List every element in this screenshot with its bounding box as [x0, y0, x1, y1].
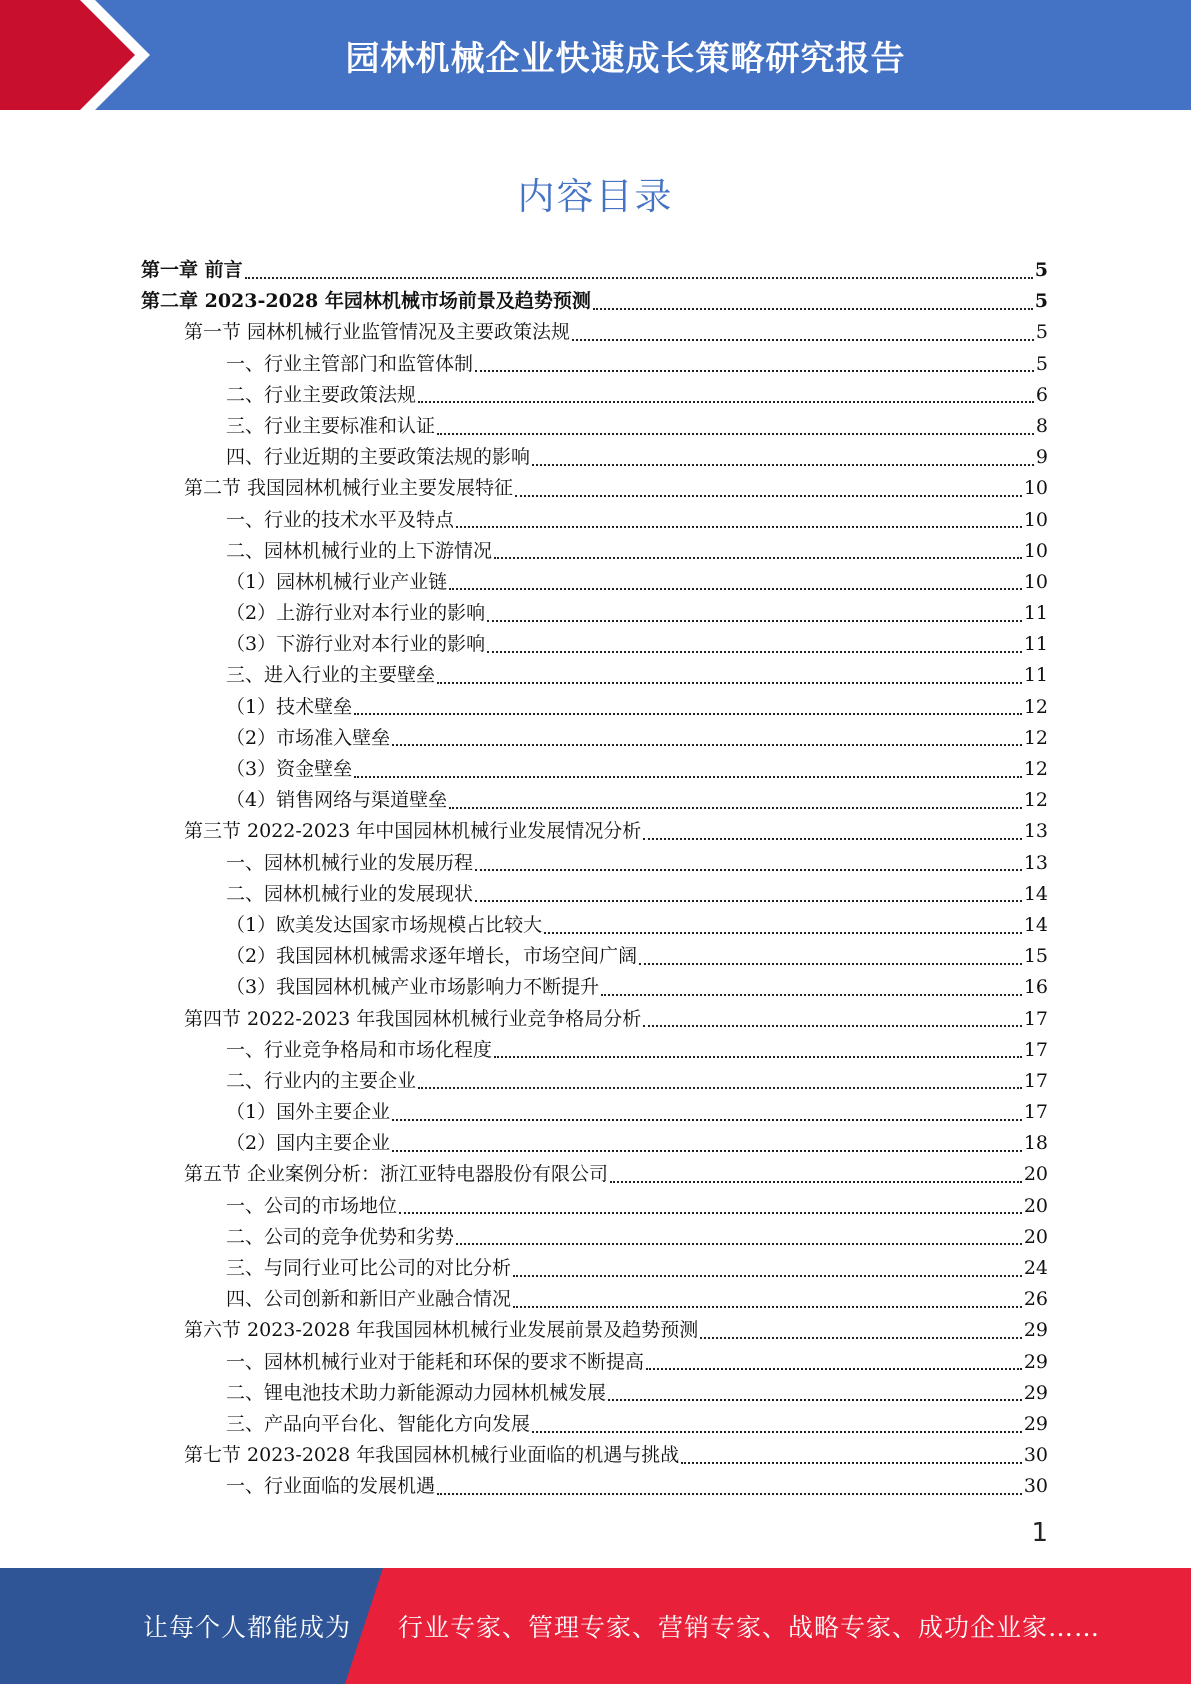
- toc-entry[interactable]: [141, 1191, 1048, 1222]
- toc-entry-label: 第三节 2022-2023 年中国园林机械行业发展情况分析: [184, 820, 642, 843]
- toc-entry[interactable]: [141, 349, 1048, 380]
- toc-entry-label: 第一节 园林机械行业监管情况及主要政策法规: [184, 321, 571, 344]
- toc-dot-leader: [494, 1056, 1022, 1058]
- toc-dot-leader: [532, 464, 1034, 466]
- toc-dot-leader: [487, 651, 1022, 653]
- toc-entry-page: 12: [1023, 758, 1048, 780]
- toc-entry[interactable]: [141, 660, 1048, 691]
- toc-entry-label: 一、行业的技术水平及特点: [226, 508, 455, 531]
- toc-entry[interactable]: [141, 1253, 1048, 1284]
- toc-entry[interactable]: [141, 1159, 1048, 1190]
- toc-entry[interactable]: [141, 1471, 1048, 1502]
- toc-entry-label: 一、公司的市场地位: [226, 1194, 398, 1217]
- toc-entry-page: 18: [1023, 1132, 1048, 1155]
- toc-dot-leader: [437, 433, 1034, 435]
- toc-entry-page: 5: [1034, 290, 1048, 313]
- toc-dot-leader: [572, 339, 1034, 341]
- toc-entry[interactable]: [141, 848, 1048, 879]
- toc-entry-label: 一、园林机械行业的发展历程: [226, 851, 474, 874]
- toc-entry[interactable]: [141, 255, 1048, 286]
- toc-entry-label: （1）园林机械行业产业链: [226, 570, 448, 593]
- toc-entry-label: 三、行业主要标准和认证: [226, 414, 436, 437]
- toc-entry[interactable]: [141, 1035, 1048, 1066]
- toc-dot-leader: [681, 1462, 1022, 1464]
- toc-entry-page: 29: [1023, 1350, 1048, 1373]
- toc-dot-leader: [610, 1181, 1022, 1183]
- toc-entry[interactable]: [141, 785, 1048, 816]
- toc-entry[interactable]: [141, 598, 1048, 629]
- footer-band: [0, 1568, 1191, 1684]
- toc-entry-page: 6: [1035, 383, 1048, 406]
- toc-entry[interactable]: [141, 879, 1048, 910]
- toc-entry[interactable]: [141, 1004, 1048, 1035]
- toc-dot-leader: [354, 713, 1022, 715]
- toc-entry-label: （2）我国园林机械需求逐年增长，市场空间广阔: [226, 945, 638, 968]
- toc-entry-label: 二、园林机械行业的上下游情况: [226, 539, 493, 562]
- toc-dot-leader: [456, 526, 1022, 528]
- toc-dot-leader: [392, 744, 1022, 746]
- toc-entry-label: 二、公司的竞争优势和劣势: [226, 1225, 455, 1248]
- toc-dot-leader: [515, 495, 1022, 497]
- toc-entry[interactable]: [141, 692, 1048, 723]
- toc-entry-page: 20: [1023, 1163, 1048, 1186]
- toc-entry-label: （2）上游行业对本行业的影响: [226, 602, 486, 625]
- toc-entry-label: 第二章 2023-2028 年园林机械市场前景及趋势预测: [141, 290, 591, 313]
- toc-dot-leader: [456, 1243, 1022, 1245]
- report-title: 园林机械企业快速成长策略研究报告: [345, 38, 906, 79]
- toc-entry-page: 10: [1023, 539, 1048, 562]
- toc-dot-leader: [437, 682, 1022, 684]
- toc-entry-page: 11: [1023, 664, 1048, 687]
- toc-dot-leader: [392, 1119, 1022, 1121]
- toc-entry[interactable]: [141, 380, 1048, 411]
- toc-dot-leader: [475, 869, 1022, 871]
- toc-dot-leader: [700, 1337, 1022, 1339]
- toc-entry-page: 12: [1023, 695, 1048, 718]
- toc-entry-label: 四、行业近期的主要政策法规的影响: [226, 446, 531, 469]
- toc-entry[interactable]: [141, 1440, 1048, 1471]
- toc-entry-page: 14: [1023, 882, 1048, 905]
- toc-entry-label: （1）国外主要企业: [226, 1101, 391, 1124]
- toc-entry[interactable]: [141, 536, 1048, 567]
- toc-dot-leader: [245, 277, 1033, 279]
- toc-entry-label: （1）欧美发达国家市场规模占比较大: [226, 913, 543, 936]
- toc-dot-leader: [437, 1493, 1022, 1495]
- toc-entry[interactable]: [141, 1315, 1048, 1346]
- toc-entry-page: 10: [1023, 508, 1048, 531]
- toc-dot-leader: [532, 1431, 1022, 1433]
- toc-dot-leader: [449, 807, 1022, 809]
- toc-dot-leader: [418, 401, 1034, 403]
- toc-dot-leader: [513, 1306, 1022, 1308]
- toc-dot-leader: [643, 838, 1022, 840]
- toc-entry-label: 第二节 我国园林机械行业主要发展特征: [184, 477, 514, 500]
- toc-entry-label: 一、行业竞争格局和市场化程度: [226, 1038, 493, 1061]
- toc-entry-label: 二、行业内的主要企业: [226, 1069, 417, 1092]
- toc-entry[interactable]: [141, 411, 1048, 442]
- footer-slogan-right: 行业专家、管理专家、营销专家、战略专家、成功企业家……: [398, 1613, 1101, 1642]
- toc-entry[interactable]: [141, 754, 1048, 785]
- toc-entry-label: （2）国内主要企业: [226, 1132, 391, 1155]
- toc-entry-page: 30: [1023, 1475, 1048, 1498]
- toc-entry-page: 17: [1023, 1038, 1048, 1061]
- toc-entry-page: 12: [1023, 726, 1048, 749]
- toc-entry-page: 11: [1023, 633, 1048, 656]
- toc-dot-leader: [593, 308, 1033, 310]
- toc-dot-leader: [643, 1025, 1022, 1027]
- toc-entry[interactable]: [141, 1378, 1048, 1409]
- toc-entry-page: 15: [1023, 945, 1048, 968]
- toc-entry-page: 29: [1023, 1319, 1048, 1342]
- toc-entry[interactable]: [141, 723, 1048, 754]
- toc-entry-page: 8: [1035, 414, 1048, 437]
- toc-dot-leader: [494, 557, 1022, 559]
- toc-entry[interactable]: [141, 1347, 1048, 1378]
- toc-entry-page: 30: [1023, 1444, 1048, 1467]
- toc-entry-page: 5: [1035, 352, 1048, 375]
- toc-dot-leader: [399, 1212, 1022, 1214]
- toc-entry-page: 29: [1023, 1412, 1048, 1435]
- toc-entry[interactable]: [141, 317, 1048, 348]
- toc-entry[interactable]: [141, 1066, 1048, 1097]
- toc-dot-leader: [418, 1087, 1022, 1089]
- toc-entry-page: 29: [1023, 1381, 1048, 1404]
- toc-entry[interactable]: [141, 473, 1048, 504]
- header-band: [0, 0, 1191, 110]
- toc-entry-label: 三、进入行业的主要壁垒: [226, 664, 436, 687]
- toc-entry-label: 一、行业面临的发展机遇: [226, 1475, 436, 1498]
- toc-entry-label: （1）技术壁垒: [226, 695, 353, 718]
- toc-entry-label: 三、产品向平台化、智能化方向发展: [226, 1412, 531, 1435]
- toc-entry-page: 5: [1035, 321, 1048, 344]
- toc-entry[interactable]: [141, 442, 1048, 473]
- toc-entry-label: 四、公司创新和新旧产业融合情况: [226, 1288, 512, 1311]
- toc-entry-label: 一、行业主管部门和监管体制: [226, 352, 474, 375]
- page-number: 1: [1031, 1518, 1048, 1548]
- toc-entry-label: （3）资金壁垒: [226, 758, 353, 780]
- toc-entry-label: （2）市场准入壁垒: [226, 726, 391, 749]
- toc-entry-label: 一、园林机械行业对于能耗和环保的要求不断提高: [226, 1350, 645, 1373]
- toc-entry-label: 第四节 2022-2023 年我国园林机械行业竞争格局分析: [184, 1007, 642, 1030]
- toc-entry-label: （3）下游行业对本行业的影响: [226, 633, 486, 656]
- toc-entry-label: 二、锂电池技术助力新能源动力园林机械发展: [226, 1381, 607, 1404]
- toc-entry-label: 第一章 前言: [141, 259, 243, 281]
- toc-entry[interactable]: [141, 629, 1048, 660]
- toc-entry-page: 12: [1023, 789, 1048, 812]
- toc-entry-label: （3）我国园林机械产业市场影响力不断提升: [226, 976, 600, 999]
- toc-entry-page: 13: [1023, 851, 1048, 874]
- toc-entry-page: 13: [1023, 820, 1048, 843]
- toc-entry[interactable]: [141, 1284, 1048, 1315]
- toc-entry-label: （4）销售网络与渠道壁垒: [226, 789, 448, 812]
- toc-entry-label: 第六节 2023-2028 年我国园林机械行业发展前景及趋势预测: [184, 1319, 699, 1342]
- toc-entry-page: 20: [1023, 1225, 1048, 1248]
- toc-entry[interactable]: [141, 1097, 1048, 1128]
- toc-entry-page: 24: [1023, 1257, 1048, 1279]
- toc-heading: 内容目录: [517, 175, 674, 218]
- toc-dot-leader: [392, 1150, 1022, 1152]
- toc-entry-page: 11: [1023, 602, 1048, 625]
- toc-dot-leader: [354, 776, 1022, 778]
- toc-dot-leader: [646, 1368, 1022, 1370]
- toc-entry-label: 二、园林机械行业的发展现状: [226, 882, 474, 905]
- toc-dot-leader: [513, 1275, 1022, 1277]
- toc-entry-page: 17: [1023, 1101, 1048, 1124]
- toc-dot-leader: [639, 963, 1022, 965]
- toc-dot-leader: [475, 370, 1034, 372]
- toc-entry-page: 17: [1023, 1007, 1048, 1030]
- toc-entry-page: 17: [1023, 1069, 1048, 1092]
- footer-slogan-left: 让每个人都能成为: [143, 1613, 352, 1642]
- toc-entry-page: 9: [1035, 446, 1048, 469]
- toc-entry[interactable]: [141, 286, 1048, 317]
- toc-dot-leader: [487, 620, 1022, 622]
- toc-entry-label: 第五节 企业案例分析：浙江亚特电器股份有限公司: [184, 1163, 609, 1186]
- table-of-contents: [141, 255, 1048, 1503]
- toc-entry-page: 20: [1023, 1194, 1048, 1217]
- toc-entry-label: 二、行业主要政策法规: [226, 383, 417, 406]
- toc-dot-leader: [608, 1399, 1022, 1401]
- toc-entry-page: 26: [1023, 1288, 1048, 1311]
- toc-entry[interactable]: [141, 1222, 1048, 1253]
- toc-entry-page: 10: [1023, 477, 1048, 500]
- toc-dot-leader: [475, 900, 1022, 902]
- toc-entry-page: 5: [1034, 259, 1048, 281]
- toc-dot-leader: [544, 932, 1022, 934]
- toc-entry[interactable]: [141, 816, 1048, 847]
- toc-entry-page: 10: [1023, 570, 1048, 593]
- toc-entry-page: 16: [1023, 976, 1048, 999]
- toc-entry[interactable]: [141, 567, 1048, 598]
- toc-entry[interactable]: [141, 505, 1048, 536]
- toc-entry[interactable]: [141, 910, 1048, 941]
- toc-entry-label: 三、与同行业可比公司的对比分析: [226, 1257, 512, 1279]
- toc-entry[interactable]: [141, 972, 1048, 1003]
- toc-entry[interactable]: [141, 1128, 1048, 1159]
- toc-entry[interactable]: [141, 941, 1048, 972]
- toc-entry[interactable]: [141, 1409, 1048, 1440]
- toc-entry-label: 第七节 2023-2028 年我国园林机械行业面临的机遇与挑战: [184, 1444, 680, 1467]
- toc-entry-page: 14: [1023, 913, 1048, 936]
- toc-dot-leader: [601, 994, 1022, 996]
- toc-dot-leader: [449, 588, 1022, 590]
